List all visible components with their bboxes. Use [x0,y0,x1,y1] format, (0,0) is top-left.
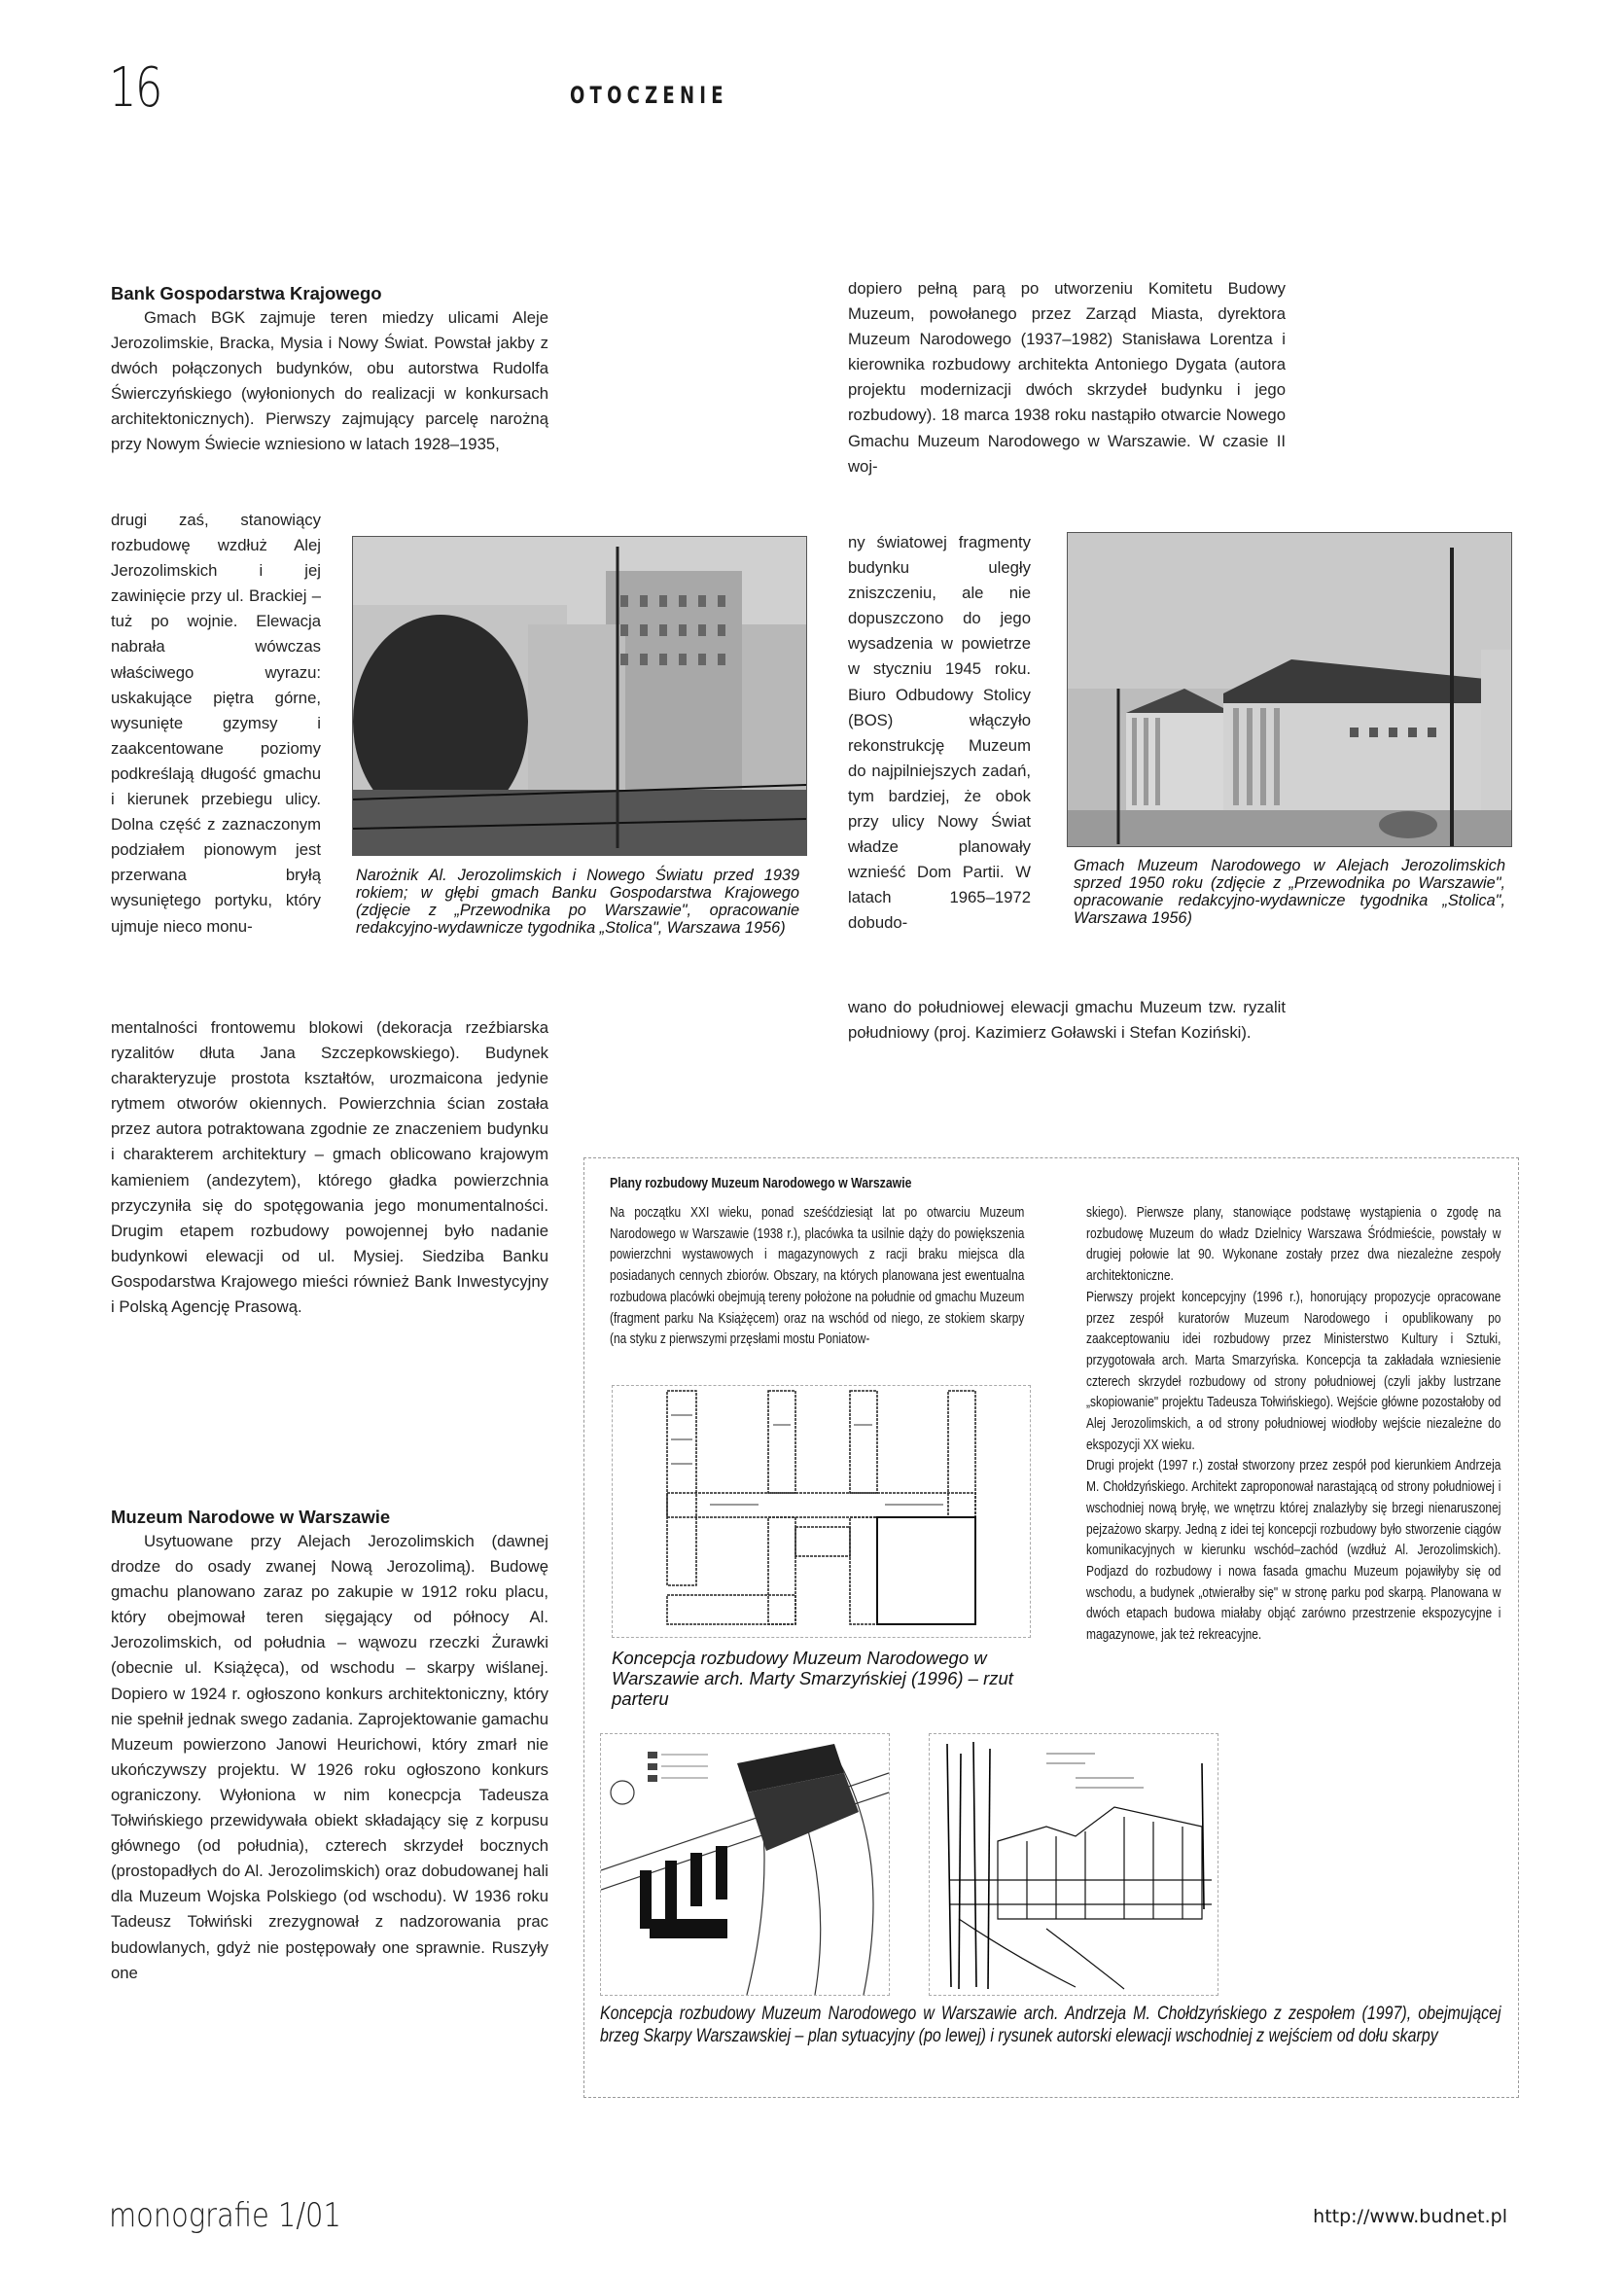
site-plan-image [601,1734,889,1995]
heading-museum: Muzeum Narodowe w Warszawie [111,1507,391,1527]
site-plan-drawing [600,1733,890,1996]
museum-paragraph-right-narrow: ny światowej fragmenty budynku uległy zniszczeniu, ale nie dopuszczono do jego wysadzenia w powietrze w styczniu 1945 roku. Biuro Odbudowy Stolicy (BOS) włączyło rekonstrukcję Muzeum do najpilniejszych zadań, tym bardziej, że obok przy ulicy Nowy Świat władze planowały wznieść Dom Partii. W latach 1965–1972 dobudo- [848,533,1031,933]
elevation-sketch-image [930,1734,1218,1995]
elevation-sketch-drawing [929,1733,1218,1996]
footer-publication: monografie 1/01 [109,2196,341,2235]
photo-museum-image [1068,533,1511,846]
box-text-right-wrap [1086,1203,1592,1647]
photo-museum-building [1067,532,1512,847]
floorplan-drawing [612,1385,1031,1638]
heading-bgk: Bank Gospodarstwa Krajowego [111,283,382,303]
box-text-right: skiego). Pierwsze plany, stanowiące podstawę wystąpienia o zgodę na rozbudowę Muzeum do władz Dzielnicy Warszawa Śródmieście, powstały w drugiej połowie lat 90. Wykonane zostały przez dwa niezależne zespoły architektoniczne. Pierwszy projekt koncepcyjny (1996 r.), honorujący propozycje opracowane przez zespół kuratorów Muzeum Narodowego i opublikowany po zaakceptowaniu idei rozbudowy przez Ministerstwo Kultury i Sztuki, przygotowała arch. Marta Smarzyńska. Koncepcja ta zakładała wzniesienie czterech skrzydeł rozbudowy od strony południowej (czyli jakby lustrzane „skopiowanie" projektu Tadeusza Tołwińskiego). Wejście główne pozostałoby od Alej Jerozolimskich, a od strony południowej wiodłoby wejście niezależne do ekspozycji XX wieku. Drugi projekt (1997 r.) został stworzony przez zespół pod kierunkiem Andrzeja M. Chołdzyńskiego. Architekt zaproponował narastającą od strony południowej i wschodniej nową bryłę, we wnętrzu której znalazłyby się brzegi nienaruszonej pejzażowo skarpy. Jedną z idei tej koncepcji rozbudowy było stworzenie ciągów komunikacyjnych w kierunku wschód–zachód (wzdłuż Al. Jerozolimskich). Podjazd do rozbudowy i nowa fasada gmachu Muzeum pojawiłyby się od wschodu, a budynek „otwierałby się" w stronę parku pod skarpą. Planowana w dwóch etapach budowa miałaby objąć zarówno przestrzenie ekspozycyjne i magazynowe, jak też rekreacyjne. [1086,1205,1501,1644]
bgk-paragraph-bottom: mentalności frontowemu blokowi (dekoracja rzeźbiarska ryzalitów dłuta Jana Szczepkowskiego). Budynek charakteryzuje prostota kształtów, urozmaicona jedynie rytmem otworów okiennych. Powierzchnia ścian została przez autora potraktowana zgodnie ze znaczeniem budynku i charakterem architektury – gmach oblicowano krajowym kamieniem (andezytem), którego gładka powierzchnia przyczyniła się do spotęgowania jego monumentalności. Drugim etapem rozbudowy powojennej było nadanie budynkowi elewacji od ul. Mysiej. Siedziba Banku Gospodarstwa Krajowego mieści również Bank Inwestycyjny i Polską Agencję Prasową. [111,1018,548,1317]
bottom-caption-wrap [600,2003,1624,2046]
section-title: OTOCZENIE [570,82,728,109]
photo-bgk-image [353,537,806,855]
box-title: Plany rozbudowy Muzeum Narodowego w Warszawie [610,1175,912,1191]
floorplan-image [613,1386,1030,1637]
bgk-paragraph-narrow: drugi zaś, stanowiący rozbudowę wzdłuż Alej Jerozolimskich i jej zawinięcie przy ul. Brackiej – tuż po wojnie. Elewacja nabrała wówczas właściwego wyrazu: uskakujące piętra górne, wysunięte gzymsy i zaakcentowane poziomy podkreślają długość gmachu i kierunek przebiegu ulicy. Dolna część z zaznaczonym podziałem pionowym jest przerwana bryłą wysuniętego portyku, który ujmuje nieco monu- [111,511,321,936]
footer-url[interactable]: http://www.budnet.pl [1313,2206,1507,2227]
floorplan-caption: Koncepcja rozbudowy Muzeum Narodowego w Warszawie arch. Marty Smarzyńskiej (1996) – rzut parteru [612,1648,1013,1709]
box-text-left: Na początku XXI wieku, ponad sześćdziesiąt lat po otwarciu Muzeum Narodowego w Warszawie (1938 r.), placówka ta usilnie dąży do powiększenia powierzchni wystawowych i magazynowych z racji braku miejsca dla posiadanych cennych zbiorów. Obszary, na których planowana jest ewentualna rozbudowa placówki obejmują tereny położone na południe od gmachu Muzeum (fragment parku Na Książęcem) oraz na wschód od niego, ze stokiem skarpy (na styku z pierwszymi przęsłami mostu Poniatow- [610,1205,1025,1348]
bottom-caption: Koncepcja rozbudowy Muzeum Narodowego w Warszawie arch. Andrzeja M. Chołdzyńskiego z zespołem (1997), obejmującej brzeg Skarpy Warszawskiej – plan sytuacyjny (po lewej) i rysunek autorski elewacji wschodniej z wejściem od dołu skarpy [600,2003,1501,2046]
bgk-paragraph-top: Gmach BGK zajmuje teren miedzy ulicami Aleje Jerozolimskie, Bracka, Mysia i Nowy Świat. Powstał jakby z dwóch połączonych budynków, obu autorstwa Rudolfa Świerczyńskiego (wyłonionych do realizacji w konkursach architektonicznych). Pierwszy zajmujący parcelę narożną przy Nowym Świecie wzniesiono w latach 1928–1935, [111,308,548,454]
museum-paragraph-right-bottom: wano do południowej elewacji gmachu Muzeum tzw. ryzalit południowy (proj. Kazimierz Goławski i Stefan Koziński). [848,998,1286,1043]
museum-paragraph-right-top: dopiero pełną parą po utworzeniu Komitetu Budowy Muzeum, powołanego przez Zarząd Miasta, dyrektora Muzeum Narodowego (1937–1982) Stanisława Lorentza i kierownika rozbudowy architekta Antoniego Dygata (autora projektu modernizacji dwóch skrzydeł budynku i jego rozbudowy). 18 marca 1938 roku nastąpiło otwarcie Nowego Gmachu Muzeum Narodowego w Warszawie. W czasie II woj- [848,279,1286,476]
museum-paragraph-left: Usytuowane przy Alejach Jerozolimskich (dawnej drodze do osady zwanej Nową Jerozolimą). Budowę gmachu planowano zaraz po zakupie w 1912 roku placu, który obejmował teren sięgający od północy Al. Jerozolimskich, od południa – wąwozu rzeczki Żurawki (obecnie ul. Książęca), od wschodu – skarpy wiślanej. Dopiero w 1924 r. ogłoszono konkurs architektoniczny, który nie spełnił jednak swego zadania. Zaprojektowanie gamachu Muzeum powierzono Janowi Heurichowi, który zmarł nie ukończywszy projektu. W 1926 roku ogłoszono konkurs ograniczony. Wyłoniona w nim konecpcja Tadeusza Tołwińskiego przewidywała obiekt składający się z korpusu głównego (od południa), czterech skrzydeł bocznych (prostopadłych do Al. Jerozolimskich) oraz dobudowanej hali dla Muzeum Wojska Polskiego (od wschodu). W 1936 roku Tadeusz Tołwiński zrezygnował z nadzorowania prac budowlanych, gdyż nie postępowały one sprawnie. Ruszyły one [111,1532,548,1982]
box-text-left-wrap [610,1203,1115,1351]
floorplan-caption-wrap [612,1648,1030,1709]
sidebar-box-expansion-plans [583,1157,1519,2098]
caption-bgk-photo: Narożnik Al. Jerozolimskich i Nowego Światu przed 1939 rokiem; w głębi gmach Banku Gospodarstwa Krajowego (zdjęcie z „Przewodnika po Warszawie", opracowanie redakcyjno-wydawnicze tygodnika „Stolica", Warszawa 1956) [356,867,799,937]
caption-museum-photo: Gmach Muzeum Narodowego w Alejach Jerozolimskich sprzed 1950 roku (zdjęcie z „Przewodnika po Warszawie", opracowanie redakcyjno-wydawnicze tygodnika „Stolica", Warszawa 1956) [1074,857,1505,927]
photo-bgk-corner [352,536,807,856]
page-number: 16 [109,56,161,120]
